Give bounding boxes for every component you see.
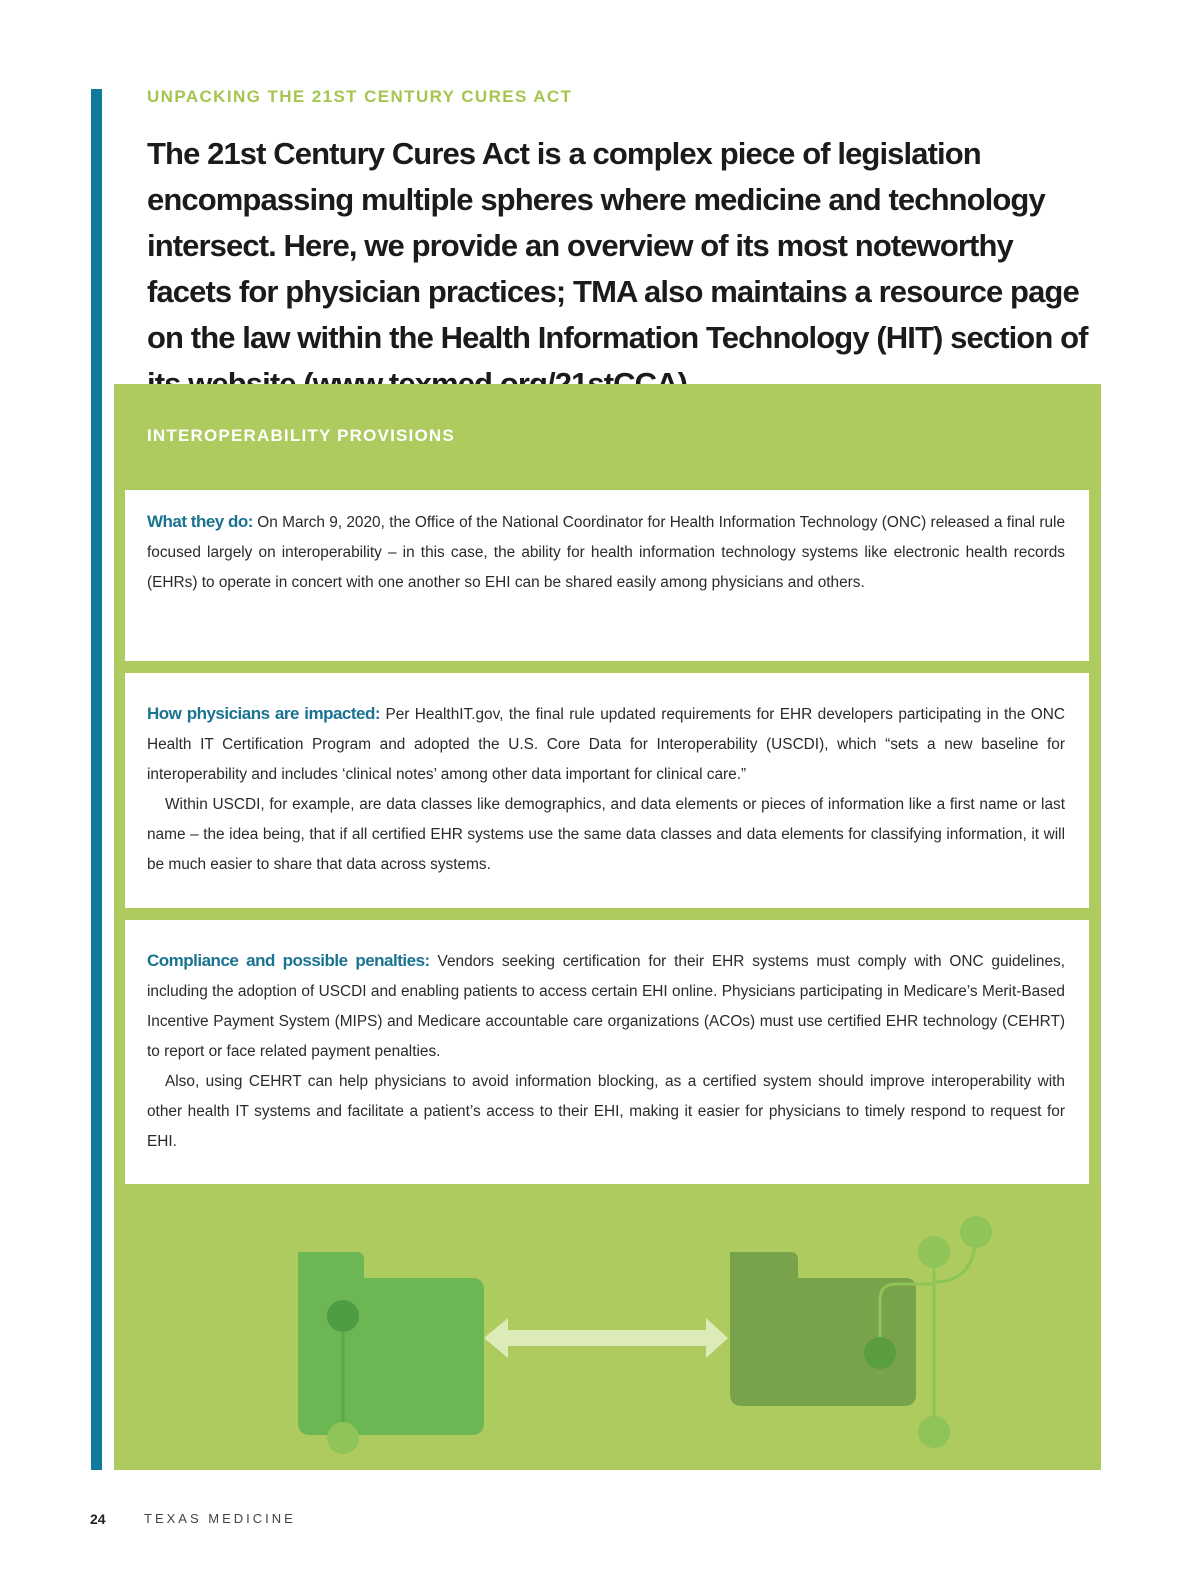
left-folder-icon — [298, 1252, 484, 1454]
impact-paragraph-2: Within USCDI, for example, are data classes like demographics, and data elements or pieces of information like a first name or last name – the idea being, that if all certified EHR systems use the same data classes and data elements for classifying information, it will be much easier to share that data across systems. — [147, 796, 1065, 873]
folder-exchange-illustration — [114, 1190, 1101, 1470]
card-what-they-do — [125, 490, 1089, 661]
what-they-do-label: What they do: — [147, 512, 253, 531]
compliance-label: Compliance and possible penalties: — [147, 951, 430, 970]
intro-paragraph: The 21st Century Cures Act is a complex piece of legislation encompassing multiple spheres where medicine and technology intersect. Here, we provide an overview of its most noteworthy facets for physician practices; TMA also maintains a resource page on the law within the Health Information Technology (HIT) section of — [147, 136, 1088, 355]
panel-title: INTEROPERABILITY PROVISIONS — [147, 426, 455, 445]
what-they-do-paragraph — [147, 507, 1065, 598]
accent-bar — [91, 89, 102, 1470]
publication-name: TEXAS MEDICINE — [144, 1511, 296, 1526]
compliance-text-1: Vendors seeking certification for their EHR systems must comply with ONC guidelines, including the adoption of USCDI and enabling patients to access certain EHI online. Physicians participating in Medicare’s Merit-Based Incentive Payment System (MIPS) and Medicare accountable care organizations (ACOs) must use certified EHR technology (CEHRT) to report or face related payment penalties. — [147, 953, 1065, 1060]
page-number: 24 — [90, 1511, 106, 1527]
right-folder-icon — [730, 1216, 992, 1448]
section-kicker: UNPACKING THE 21ST CENTURY CURES ACT — [147, 87, 573, 106]
card-physician-impact — [125, 673, 1089, 908]
card-compliance — [125, 920, 1089, 1184]
compliance-paragraph-2: Also, using CEHRT can help physicians to avoid information blocking, as a certified system should improve interoperability with other health IT systems and facilitate a patient’s access to their EHI, making it easier for physicians to timely respond to request for EHI. — [147, 1073, 1065, 1150]
impact-label: How physicians are impacted: — [147, 704, 381, 723]
impact-text-1: Per HealthIT.gov, the final rule updated requirements for EHR developers participating in the ONC Health IT Certification Program and adopted the U.S. Core Data for Interoperability (USCDI), which “sets a new baseline for interoperability and includes ‘clinical notes’ among other data important for clinical care.” — [147, 706, 1066, 783]
what-they-do-text: On March 9, 2020, the Office of the National Coordinator for Health Information Technology (ONC) released a final rule focused largely on interoperability – in this case, the ability for health information technology systems like electronic health records (EHRs) to operate in concert with one another so EHI can be shared easily among physicians and others. — [147, 514, 1066, 591]
double-arrow-icon — [484, 1318, 728, 1358]
impact-paragraph-1 — [147, 699, 1065, 790]
compliance-paragraph-1 — [147, 946, 1065, 1067]
